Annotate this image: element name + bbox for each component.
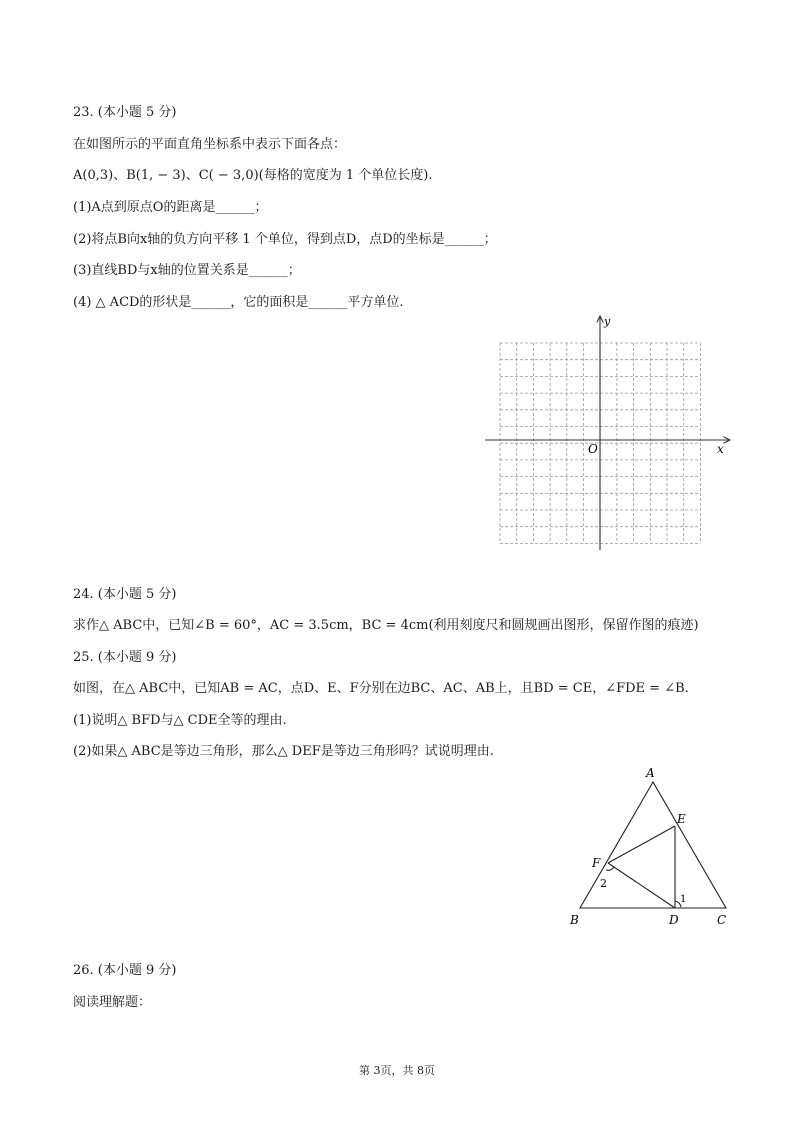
point-e-label: E <box>677 812 686 826</box>
point-f-label: F <box>592 856 601 870</box>
point-d-label: D <box>669 913 679 927</box>
q23-points: A(0,3)、B(1, − 3)、C( − 3,0)(每格的宽度为 1 个单位长度). <box>73 168 433 183</box>
vertex-b-label: B <box>570 913 579 927</box>
q23-part4: (4) △ ACD的形状是______，它的面积是______平方单位. <box>73 295 404 310</box>
q23-part2: (2)将点B向x轴的负方向平移 1 个单位，得到点D，点D的坐标是______； <box>73 232 497 247</box>
q24-text: 求作△ ABC中，已知∠B = 60°，AC = 3.5cm，BC = 4cm(利用刻度尺和圆规画出图形，保留作图的痕迹) <box>73 618 699 633</box>
vertex-c-label: C <box>717 913 727 927</box>
q23-intro: 在如图所示的平面直角坐标系中表示下面各点： <box>73 137 347 152</box>
q24-heading: 24. (本小题 5 分) <box>73 587 177 602</box>
angle-1-label: 1 <box>680 894 687 905</box>
q25-text: 如图，在△ ABC中，已知AB = AC，点D、E、F分别在边BC、AC、AB上，且BD = CE，∠FDE = ∠B. <box>73 681 689 696</box>
segment-fd <box>608 863 675 908</box>
angle-2-label: 2 <box>600 877 607 890</box>
q25-heading: 25. (本小题 9 分) <box>73 650 177 665</box>
q25-part1: (1)说明△ BFD与△ CDE全等的理由. <box>73 713 287 728</box>
q26-text: 阅读理解题： <box>73 995 152 1010</box>
q25-part2: (2)如果△ ABC是等边三角形，那么△ DEF是等边三角形吗？试说明理由. <box>73 744 494 759</box>
q23-part1: (1)A点到原点O的距离是______； <box>73 200 268 215</box>
angle-2-arc <box>606 867 614 870</box>
q23-heading: 23. (本小题 5 分) <box>73 105 177 120</box>
vertex-a-label: A <box>646 766 655 780</box>
segment-fe <box>608 826 675 863</box>
y-axis-label: y <box>604 315 611 328</box>
q26-heading: 26. (本小题 9 分) <box>73 963 177 978</box>
q23-part3: (3)直线BD与x轴的位置关系是______； <box>73 263 301 278</box>
triangle-figure <box>560 760 740 935</box>
origin-label: O <box>588 442 598 456</box>
page-footer: 第 3页，共 8页 <box>359 1064 435 1077</box>
x-axis-label: x <box>717 442 724 456</box>
coordinate-grid-figure <box>480 310 740 560</box>
